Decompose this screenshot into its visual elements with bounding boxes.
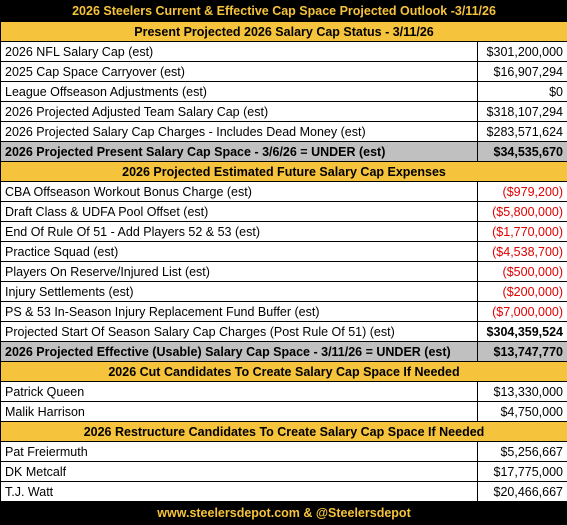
- row-value: ($200,000): [478, 282, 567, 302]
- row-value: $16,907,294: [478, 62, 567, 82]
- total-value: $34,535,670: [478, 142, 567, 162]
- section-header-row: [1, 362, 567, 382]
- row-value: ($4,538,700): [478, 242, 567, 262]
- row-value: $5,256,667: [478, 442, 567, 462]
- row-value: ($1,770,000): [478, 222, 567, 242]
- table-row: [1, 462, 567, 482]
- table-row: [1, 382, 567, 402]
- row-label: CBA Offseason Workout Bonus Charge (est): [1, 182, 478, 202]
- row-value: $304,359,524: [478, 322, 567, 342]
- row-label: PS & 53 In-Season Injury Replacement Fund Buffer (est): [1, 302, 478, 322]
- row-value: ($500,000): [478, 262, 567, 282]
- row-label: 2026 Projected Adjusted Team Salary Cap (est): [1, 102, 478, 122]
- row-label: Projected Start Of Season Salary Cap Charges (Post Rule Of 51) (est): [1, 322, 478, 342]
- row-label: DK Metcalf: [1, 462, 478, 482]
- table-row: [1, 482, 567, 502]
- table-row: [1, 262, 567, 282]
- section-header-row: [1, 422, 567, 442]
- table-row: [1, 42, 567, 62]
- row-label: Practice Squad (est): [1, 242, 478, 262]
- footer-credit: www.steelersdepot.com & @Steelersdepot: [1, 502, 567, 525]
- section-header-row: [1, 162, 567, 182]
- row-label: League Offseason Adjustments (est): [1, 82, 478, 102]
- table-row: [1, 62, 567, 82]
- row-value: $301,200,000: [478, 42, 567, 62]
- row-label: 2025 Cap Space Carryover (est): [1, 62, 478, 82]
- projected-charges-row: [1, 322, 567, 342]
- total-label: 2026 Projected Effective (Usable) Salary Cap Space - 3/11/26 = UNDER (est): [1, 342, 478, 362]
- table-row: [1, 202, 567, 222]
- row-value: $0: [478, 82, 567, 102]
- row-label: 2026 NFL Salary Cap (est): [1, 42, 478, 62]
- title-row: [1, 1, 567, 22]
- table-row: [1, 282, 567, 302]
- table-row: [1, 102, 567, 122]
- row-label: Injury Settlements (est): [1, 282, 478, 302]
- row-value: ($979,200): [478, 182, 567, 202]
- row-value: $318,107,294: [478, 102, 567, 122]
- table-row: [1, 182, 567, 202]
- row-label: End Of Rule Of 51 - Add Players 52 & 53 (est): [1, 222, 478, 242]
- total-value: $13,747,770: [478, 342, 567, 362]
- row-value: ($5,800,000): [478, 202, 567, 222]
- table-row: [1, 82, 567, 102]
- total-row-present: [1, 142, 567, 162]
- section-header-restructure: 2026 Restructure Candidates To Create Salary Cap Space If Needed: [1, 422, 567, 442]
- row-value: $283,571,624: [478, 122, 567, 142]
- row-label: Draft Class & UDFA Pool Offset (est): [1, 202, 478, 222]
- row-label: Pat Freiermuth: [1, 442, 478, 462]
- row-label: Malik Harrison: [1, 402, 478, 422]
- total-row-effective: [1, 342, 567, 362]
- row-value: ($7,000,000): [478, 302, 567, 322]
- table-title: 2026 Steelers Current & Effective Cap Space Projected Outlook -3/11/26: [1, 1, 567, 22]
- row-value: $20,466,667: [478, 482, 567, 502]
- row-value: $13,330,000: [478, 382, 567, 402]
- row-label: T.J. Watt: [1, 482, 478, 502]
- section-header-present: Present Projected 2026 Salary Cap Status - 3/11/26: [1, 22, 567, 42]
- footer-row: [1, 502, 567, 525]
- table-row: [1, 442, 567, 462]
- section-header-row: [1, 22, 567, 42]
- row-label: Patrick Queen: [1, 382, 478, 402]
- table-row: [1, 302, 567, 322]
- total-label: 2026 Projected Present Salary Cap Space - 3/6/26 = UNDER (est): [1, 142, 478, 162]
- row-value: $4,750,000: [478, 402, 567, 422]
- table-row: [1, 242, 567, 262]
- section-header-future: 2026 Projected Estimated Future Salary Cap Expenses: [1, 162, 567, 182]
- table-row: [1, 402, 567, 422]
- row-label: 2026 Projected Salary Cap Charges - Includes Dead Money (est): [1, 122, 478, 142]
- section-header-cut: 2026 Cut Candidates To Create Salary Cap Space If Needed: [1, 362, 567, 382]
- row-value: $17,775,000: [478, 462, 567, 482]
- row-label: Players On Reserve/Injured List (est): [1, 262, 478, 282]
- table-row: [1, 222, 567, 242]
- table-row: [1, 122, 567, 142]
